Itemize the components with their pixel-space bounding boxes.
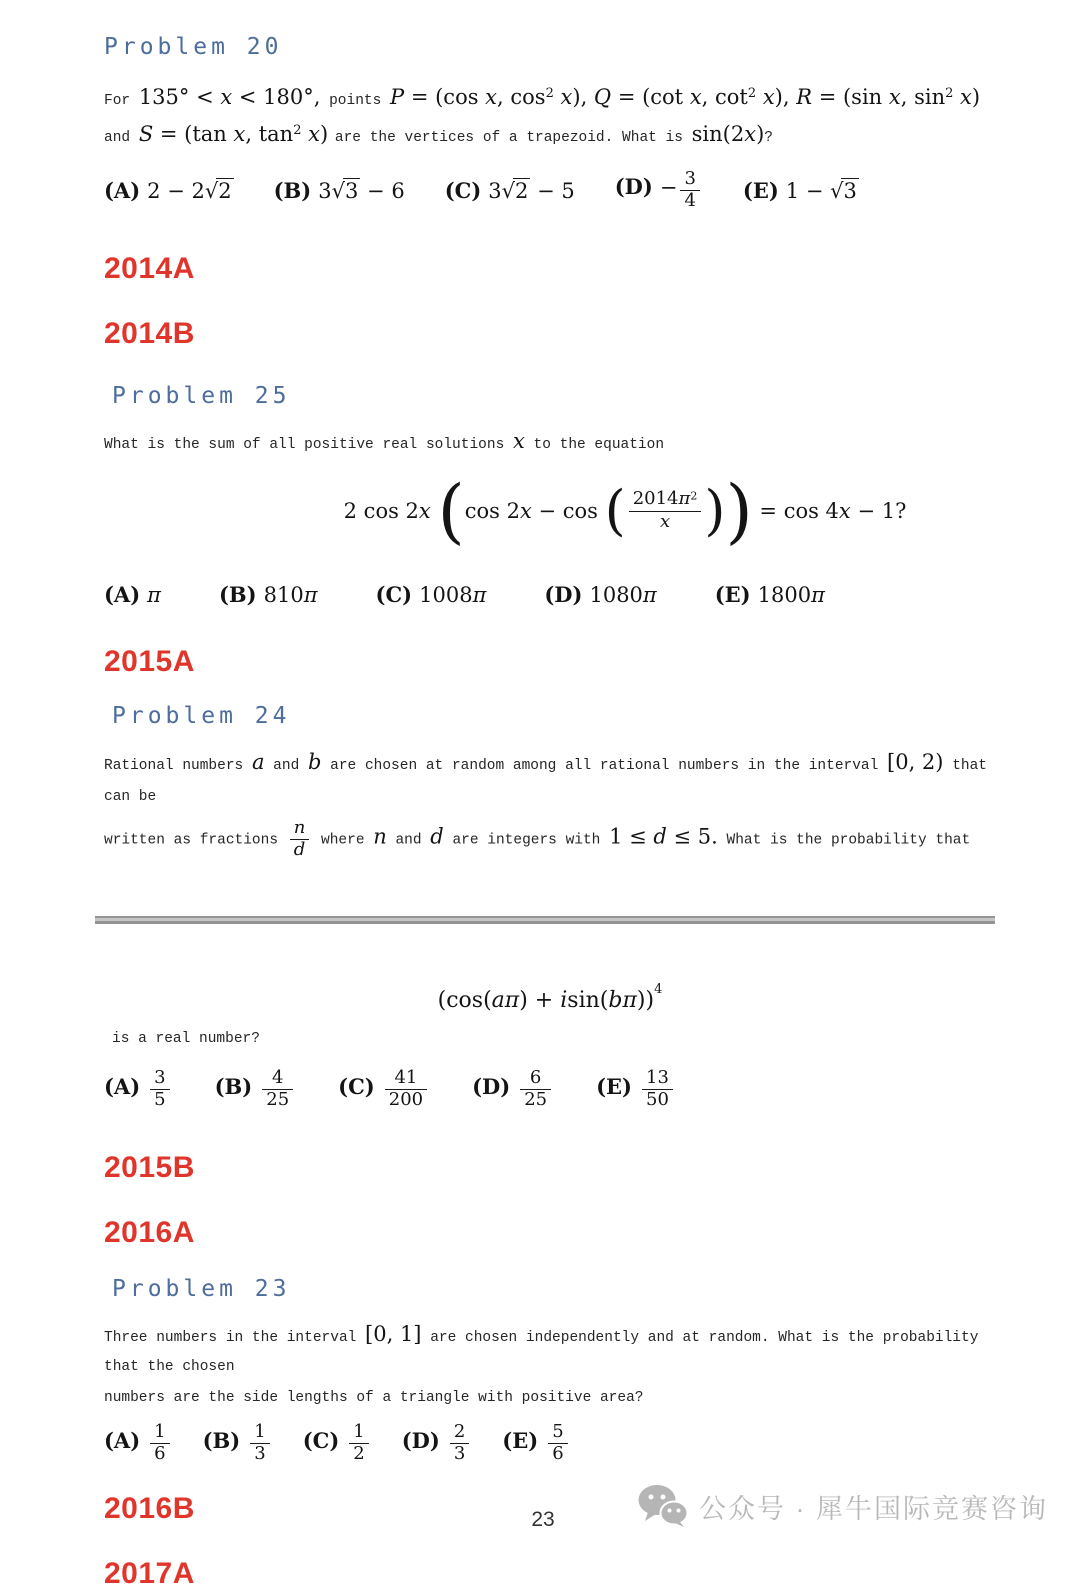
text-run: 1 ≤: [609, 824, 654, 849]
footer-brand-text: 公众号 · 犀牛国际竞赛咨询: [699, 1493, 1048, 1524]
fraction: [150, 1068, 169, 1110]
fraction: [349, 1422, 368, 1464]
text-run: ?: [764, 130, 773, 146]
text-run: x: [553, 85, 573, 109]
problem-25-statement: [104, 427, 996, 459]
text-run: b: [307, 750, 322, 774]
text-run: and: [264, 758, 308, 774]
answer-label: (C): [338, 1073, 375, 1099]
text-run: − 6: [360, 178, 405, 203]
problem-25-equation: [254, 463, 996, 559]
fraction: [150, 1422, 169, 1464]
text-run: 2: [545, 86, 554, 101]
text-run: x: [418, 499, 438, 523]
text-run: Three numbers in the interval: [104, 1330, 366, 1347]
fraction: [290, 818, 310, 860]
fraction-denominator: 25: [262, 1089, 293, 1111]
radical-sign: √: [331, 178, 345, 203]
text-run: x: [756, 85, 775, 109]
text-run: 1 −: [785, 178, 831, 203]
year-heading-2016a: 2016A: [104, 1216, 195, 1250]
footer-brand: [637, 1484, 1048, 1528]
problem-20-statement-line-2: [104, 117, 996, 152]
answer-label: (B): [214, 1073, 253, 1099]
problem-24-title: Problem 24: [112, 703, 291, 729]
text-run: (cos(: [437, 988, 492, 1014]
fraction: [629, 489, 702, 532]
radicand: 2: [515, 178, 529, 203]
year-heading-2015b: 2015B: [104, 1151, 195, 1185]
square-root: [331, 178, 361, 203]
problem-20-answers: [104, 158, 996, 222]
fraction-denominator: 3: [450, 1443, 469, 1465]
fraction-numerator: 3: [154, 1067, 166, 1089]
text-run: P: [390, 85, 405, 109]
answer-label: (D): [544, 581, 583, 607]
fraction-numerator: 41: [394, 1067, 418, 1089]
fraction-denominator: 25: [520, 1089, 551, 1111]
year-heading-2014a: 2014A: [104, 252, 195, 285]
fraction-denominator: [629, 511, 702, 533]
fraction-denominator: [290, 839, 310, 861]
text-run: i: [560, 988, 568, 1014]
fraction-denominator: 4: [680, 190, 699, 212]
text-run: x: [689, 85, 702, 109]
answer-option: [104, 1068, 173, 1110]
fraction: [450, 1422, 469, 1464]
answer-option: [338, 1068, 430, 1110]
fraction-denominator: 200: [385, 1089, 427, 1111]
fraction-denominator: 5: [150, 1089, 169, 1111]
answer-option: [219, 582, 318, 607]
text-run: points: [320, 93, 391, 109]
answer-option: [274, 178, 405, 203]
answer-label: (A): [104, 177, 141, 203]
answer-label: (E): [714, 581, 751, 607]
text-run: 2: [945, 86, 954, 101]
fraction: [680, 169, 699, 211]
answer-option: [303, 1422, 372, 1464]
text-run: are chosen independently and at random. What is the probability that the chosen: [104, 1330, 979, 1376]
text-run: d: [430, 824, 444, 849]
answer-option: [743, 178, 859, 203]
text-run: = (cot: [611, 85, 690, 109]
radicand: 2: [218, 178, 232, 203]
text-run: to the equation: [524, 437, 665, 453]
answer-option: [215, 1068, 297, 1110]
answer-option: [104, 582, 161, 607]
answer-label: (B): [273, 177, 312, 203]
answer-label: (B): [202, 1427, 241, 1453]
answer-option: [615, 169, 703, 211]
text-run: Q: [593, 85, 612, 109]
text-run: written as fractions: [104, 832, 287, 849]
problem-20-title: Problem 20: [104, 34, 283, 60]
text-run: sin(: [567, 988, 609, 1014]
problem-24-statement-line-1: [104, 747, 996, 812]
text-run: 4: [654, 982, 663, 998]
answer-option: [502, 1422, 570, 1464]
text-run: are integers with: [443, 832, 610, 849]
answer-option: [544, 582, 656, 607]
fraction-numerator: 1: [254, 1421, 266, 1443]
text-run: x: [953, 85, 972, 109]
fraction: [642, 1068, 673, 1110]
radical-sign: √: [204, 178, 219, 203]
section-divider: [95, 916, 995, 924]
radicand: 3: [345, 178, 359, 203]
problem-24-statement-line-2: [104, 818, 996, 860]
text-run: 135° <: [138, 85, 221, 109]
fraction-denominator: 50: [642, 1089, 673, 1111]
fraction: [262, 1068, 293, 1110]
fraction-denominator: 3: [250, 1443, 269, 1465]
fraction-numerator: 5: [552, 1421, 564, 1443]
text-run: ),: [572, 85, 594, 109]
radicand: 3: [843, 178, 857, 203]
fraction: [385, 1068, 427, 1110]
text-run: 810: [263, 582, 304, 607]
fraction: [250, 1422, 269, 1464]
text-run: −: [659, 175, 678, 200]
answer-option: [596, 1068, 676, 1110]
problem-23-title: Problem 23: [112, 1276, 291, 1303]
text-run: ) +: [519, 988, 561, 1014]
big-paren: (: [437, 470, 465, 552]
fraction-numerator: [629, 489, 702, 510]
text-run: bπ: [608, 988, 637, 1014]
answer-label: (C): [375, 581, 413, 607]
fraction-denominator: 6: [548, 1443, 567, 1465]
fraction-numerator: 3: [684, 167, 696, 189]
problem-25-answers: [104, 569, 996, 619]
answer-label: (D): [614, 174, 653, 200]
text-run: = (cos: [404, 85, 486, 109]
fraction-numerator: 2: [453, 1421, 466, 1443]
year-heading-2017a: 2017A: [104, 1557, 195, 1591]
text-run: − 5: [530, 178, 575, 203]
text-run: 2: [747, 86, 757, 101]
text-run: , cos: [497, 85, 546, 109]
year-heading-2014b: 2014B: [104, 317, 195, 350]
continuation-equation: [104, 968, 996, 1012]
text-run: π: [642, 582, 657, 607]
text-run: 2 cos 2: [343, 499, 419, 523]
fraction-numerator: 6: [529, 1067, 542, 1089]
answer-label: (D): [401, 1427, 440, 1453]
big-paren: ): [725, 470, 753, 552]
answer-label: (B): [218, 581, 257, 607]
text-run: π: [303, 582, 318, 607]
text-run: 2: [293, 123, 302, 138]
big-paren: (: [604, 479, 626, 542]
text-run: 2014: [632, 488, 679, 510]
answer-label: (E): [502, 1427, 539, 1453]
text-run: π: [147, 582, 161, 607]
text-run: x: [888, 85, 901, 109]
text-run: = cos 4: [752, 499, 839, 523]
text-run: x: [233, 122, 246, 146]
text-run: )): [636, 988, 655, 1014]
text-run: ),: [774, 85, 797, 109]
answer-option: [445, 178, 575, 203]
fraction-numerator: 1: [353, 1421, 365, 1443]
text-run: 1080: [589, 582, 643, 607]
text-run: < 180°,: [232, 85, 321, 109]
text-run: are chosen at random among all rational numbers in the interval: [321, 758, 888, 774]
fraction-numerator: 1: [154, 1421, 166, 1443]
text-run: x: [220, 85, 233, 109]
answer-option: [104, 1422, 173, 1464]
text-run: where: [312, 832, 374, 849]
text-run: x: [838, 499, 851, 523]
text-run: ≤ 5.: [666, 824, 718, 849]
text-run: aπ: [491, 988, 520, 1014]
text-run: For: [104, 93, 139, 109]
radical-sign: √: [501, 178, 516, 203]
text-run: sin(2: [691, 122, 745, 146]
answer-label: (A): [104, 581, 141, 607]
text-run: [0, 1]: [365, 1322, 422, 1347]
text-run: x: [519, 499, 532, 523]
text-run: ): [756, 122, 765, 146]
answer-label: (E): [742, 177, 779, 203]
text-run: is a real number?: [112, 1031, 260, 1048]
text-run: 1008: [419, 582, 473, 607]
text-run: 3: [488, 178, 502, 203]
text-run: d: [293, 838, 306, 860]
answer-option: [402, 1422, 473, 1464]
text-run: a: [251, 750, 265, 774]
text-run: Rational numbers: [104, 758, 252, 774]
text-run: 1800: [757, 582, 812, 607]
text-run: ): [971, 85, 981, 109]
page-number: 23: [531, 1508, 555, 1531]
text-run: are the vertices of a trapezoid. What is: [334, 130, 692, 146]
answer-label: (A): [104, 1073, 141, 1099]
fraction: [520, 1068, 551, 1110]
text-run: x: [485, 85, 498, 109]
text-run: that can be: [104, 758, 988, 805]
text-run: 2 − 2: [147, 178, 205, 203]
answer-option: [472, 1068, 554, 1110]
continuation-answers: [104, 1057, 996, 1121]
text-run: n: [293, 817, 306, 838]
text-run: and: [386, 832, 431, 849]
text-run: n: [373, 824, 387, 849]
answer-label: (C): [302, 1427, 340, 1453]
text-run: − 1?: [850, 499, 907, 523]
radical-sign: √: [830, 178, 844, 203]
fraction-denominator: 6: [150, 1443, 169, 1465]
year-heading-2015a: 2015A: [104, 645, 195, 678]
text-run: S: [138, 122, 154, 146]
text-run: x: [301, 122, 321, 146]
text-run: numbers are the side lengths of a triangle with positive area?: [104, 1390, 644, 1407]
text-run: [0, 2): [887, 750, 944, 774]
text-run: What is the probability that: [717, 832, 971, 849]
text-run: − cos: [531, 499, 605, 523]
text-run: π: [472, 582, 487, 607]
text-run: 3: [318, 178, 332, 203]
answer-label: (E): [596, 1073, 632, 1099]
fraction-numerator: 13: [646, 1067, 669, 1089]
fraction-denominator: 2: [349, 1443, 368, 1465]
fraction-numerator: 4: [271, 1067, 284, 1089]
year-heading-2016b: 2016B: [104, 1492, 195, 1526]
text-run: x: [659, 510, 671, 532]
square-root: [501, 178, 531, 203]
text-run: d: [653, 824, 667, 849]
text-run: , sin: [900, 85, 946, 109]
text-run: , tan: [245, 122, 294, 146]
problem-20-statement-line-1: [104, 80, 996, 115]
text-run: ): [320, 122, 335, 146]
fraction: [548, 1422, 567, 1464]
text-run: π: [811, 582, 825, 607]
answer-option: [203, 1422, 273, 1464]
text-run: = (tan: [153, 122, 234, 146]
text-run: = (sin: [812, 85, 889, 109]
text-run: x: [744, 122, 757, 146]
text-run: , cot: [701, 85, 748, 109]
continuation-question: [112, 1024, 996, 1053]
answer-option: [376, 582, 487, 607]
square-root: [204, 178, 234, 203]
problem-25-title: Problem 25: [112, 383, 291, 409]
problem-23-answers: [104, 1414, 996, 1472]
text-run: 2: [690, 489, 698, 503]
text-run: cos 2: [464, 499, 520, 523]
big-paren: ): [704, 479, 726, 542]
problem-23-statement-line-1: [104, 1320, 996, 1381]
answer-option: [715, 582, 825, 607]
answer-label: (D): [472, 1073, 511, 1099]
text-run: R: [796, 85, 813, 109]
text-run: π: [678, 488, 691, 510]
square-root: [830, 178, 859, 203]
text-run: and: [104, 130, 139, 146]
wechat-icon: [637, 1484, 689, 1528]
answer-label: (A): [104, 1427, 141, 1453]
text-run: x: [512, 429, 525, 453]
answer-option: [104, 178, 234, 203]
text-run: What is the sum of all positive real solutions: [104, 437, 513, 453]
answer-label: (C): [444, 177, 482, 203]
problem-23-statement-line-2: [104, 1383, 996, 1412]
fraction-numerator: [290, 818, 310, 839]
